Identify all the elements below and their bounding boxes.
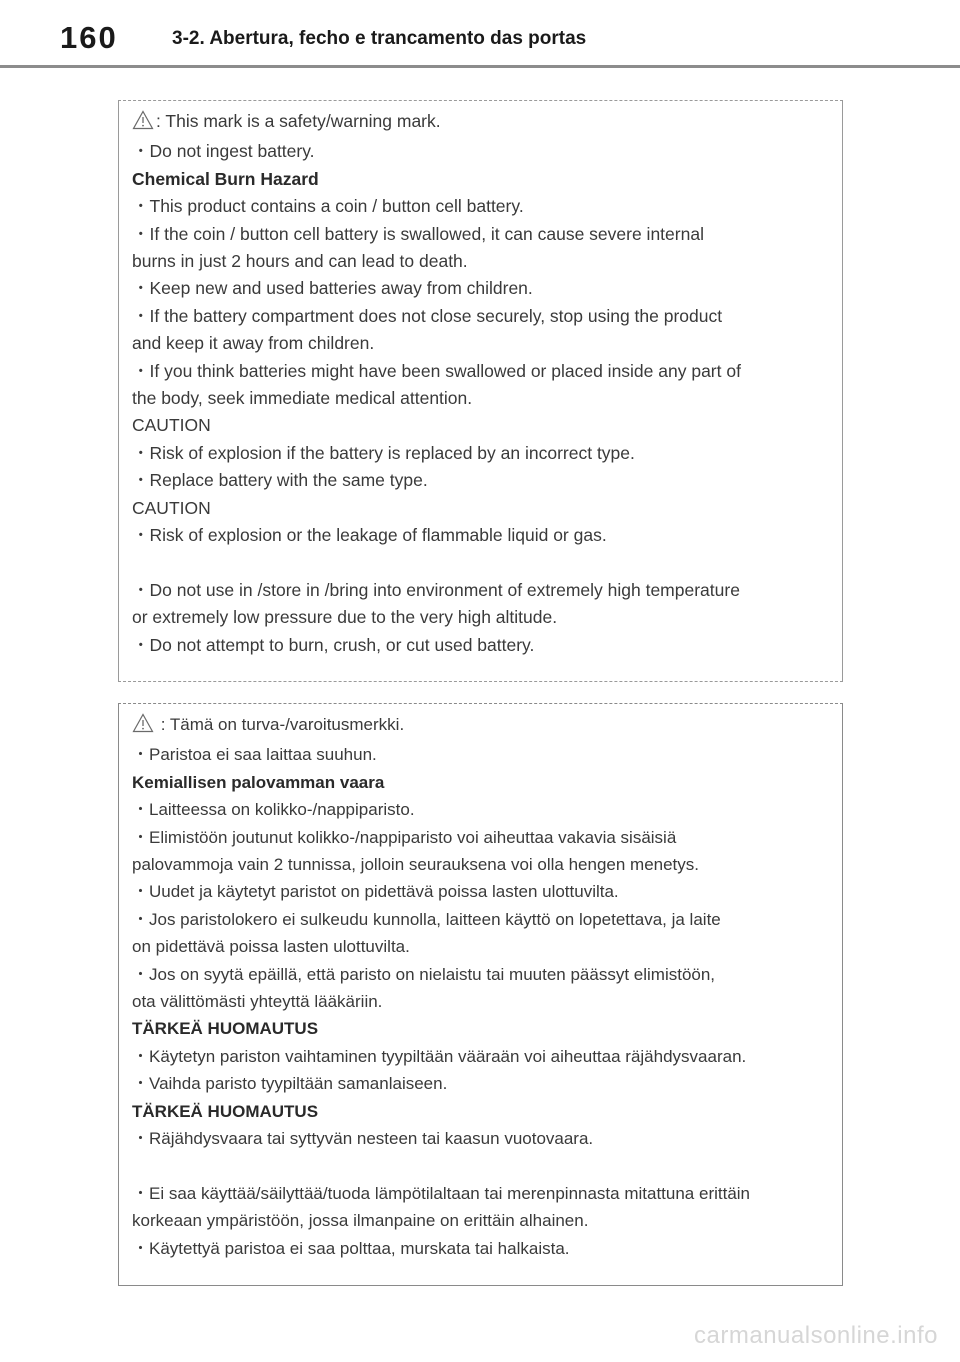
text-line: ・Laitteessa on kolikko-/nappiparisto. <box>132 800 415 820</box>
page-number: 160 <box>60 20 118 55</box>
heading-line: TÄRKEÄ HUOMAUTUS <box>132 1019 319 1039</box>
text-line: ・Replace battery with the same type. <box>132 470 428 491</box>
text-line: ・Ei saa käyttää/säilyttää/tuoda lämpötilaltaan tai merenpinnasta mitattuna erittäin <box>132 1183 751 1203</box>
text-line: ・Keep new and used batteries away from children. <box>132 278 533 299</box>
heading-line: CAUTION <box>132 415 211 436</box>
section-title: 3-2. Abertura, fecho e trancamento das portas <box>172 28 587 49</box>
heading-line: Kemiallisen palovamman vaara <box>132 772 385 792</box>
finnish-warning-box <box>118 703 843 1286</box>
warning-triangle-icon <box>132 110 154 138</box>
warning-triangle-icon <box>132 713 154 741</box>
text-line: ・If the battery compartment does not close securely, stop using the product <box>132 305 723 326</box>
text-line: ・Jos paristolokero ei sulkeudu kunnolla, laitteen käyttö on lopetettava, ja laite <box>132 909 721 929</box>
text-line: ・If the coin / button cell battery is swallowed, it can cause severe internal <box>132 223 704 244</box>
text-line: burns in just 2 hours and can lead to death. <box>132 251 468 272</box>
heading-line: TÄRKEÄ HUOMAUTUS <box>132 1101 319 1121</box>
text-line: ・Jos on syytä epäillä, että paristo on nielaistu tai muuten päässyt elimistöön, <box>132 964 716 984</box>
text-line: ・Räjähdysvaara tai syttyvän nesteen tai kaasun vuotovaara. <box>132 1129 594 1149</box>
text-line: ota välittömästi yhteyttä lääkäriin. <box>132 992 383 1012</box>
blank-line <box>132 1153 842 1180</box>
text-line: ・Vaihda paristo tyypiltään samanlaiseen. <box>132 1074 448 1094</box>
warning-mark-text: : This mark is a safety/warning mark. <box>156 111 441 131</box>
warning-mark-line <box>132 711 842 741</box>
text-line: the body, seek immediate medical attention. <box>132 388 473 409</box>
page-header <box>0 0 960 68</box>
text-line: ・If you think batteries might have been swallowed or placed inside any part of <box>132 360 741 381</box>
text-line: ・Käytettyä paristoa ei saa polttaa, murskata tai halkaista. <box>132 1238 570 1258</box>
watermark: carmanualsonline.info <box>694 1322 938 1349</box>
text-line: ・This product contains a coin / button cell battery. <box>132 196 524 217</box>
text-line: or extremely low pressure due to the very high altitude. <box>132 607 558 628</box>
text-line: ・Risk of explosion if the battery is replaced by an incorrect type. <box>132 442 635 463</box>
text-line: ・Risk of explosion or the leakage of flammable liquid or gas. <box>132 525 607 546</box>
text-line: ・Elimistöön joutunut kolikko-/nappiparisto voi aiheuttaa vakavia sisäisiä <box>132 827 677 847</box>
text-line: palovammoja vain 2 tunnissa, jolloin seurauksena voi olla hengen menetys. <box>132 855 700 875</box>
warning-mark-text: : Tämä on turva-/varoitusmerkki. <box>160 715 405 734</box>
text-line: korkeaan ympäristöön, jossa ilmanpaine on erittäin alhainen. <box>132 1211 589 1231</box>
text-line: ・Käytetyn pariston vaihtaminen tyypiltään vääraän voi aiheuttaa räjähdysvaaran. <box>132 1046 747 1066</box>
text-line: ・Uudet ja käytetyt paristot on pidettävä poissa lasten ulottuvilta. <box>132 882 619 902</box>
text-line: ・Do not use in /store in /bring into environment of extremely high temperature <box>132 579 740 600</box>
text-line: and keep it away from children. <box>132 333 375 354</box>
text-line: on pidettävä poissa lasten ulottuvilta. <box>132 937 410 957</box>
heading-line: Chemical Burn Hazard <box>132 168 319 189</box>
blank-line <box>132 550 842 577</box>
text-line: ・Paristoa ei saa laittaa suuhun. <box>132 745 377 765</box>
text-line: ・Do not ingest battery. <box>132 141 315 162</box>
heading-line: CAUTION <box>132 497 211 518</box>
english-warning-box <box>118 100 843 682</box>
warning-mark-line <box>132 108 842 138</box>
text-line: ・Do not attempt to burn, crush, or cut used battery. <box>132 634 535 655</box>
